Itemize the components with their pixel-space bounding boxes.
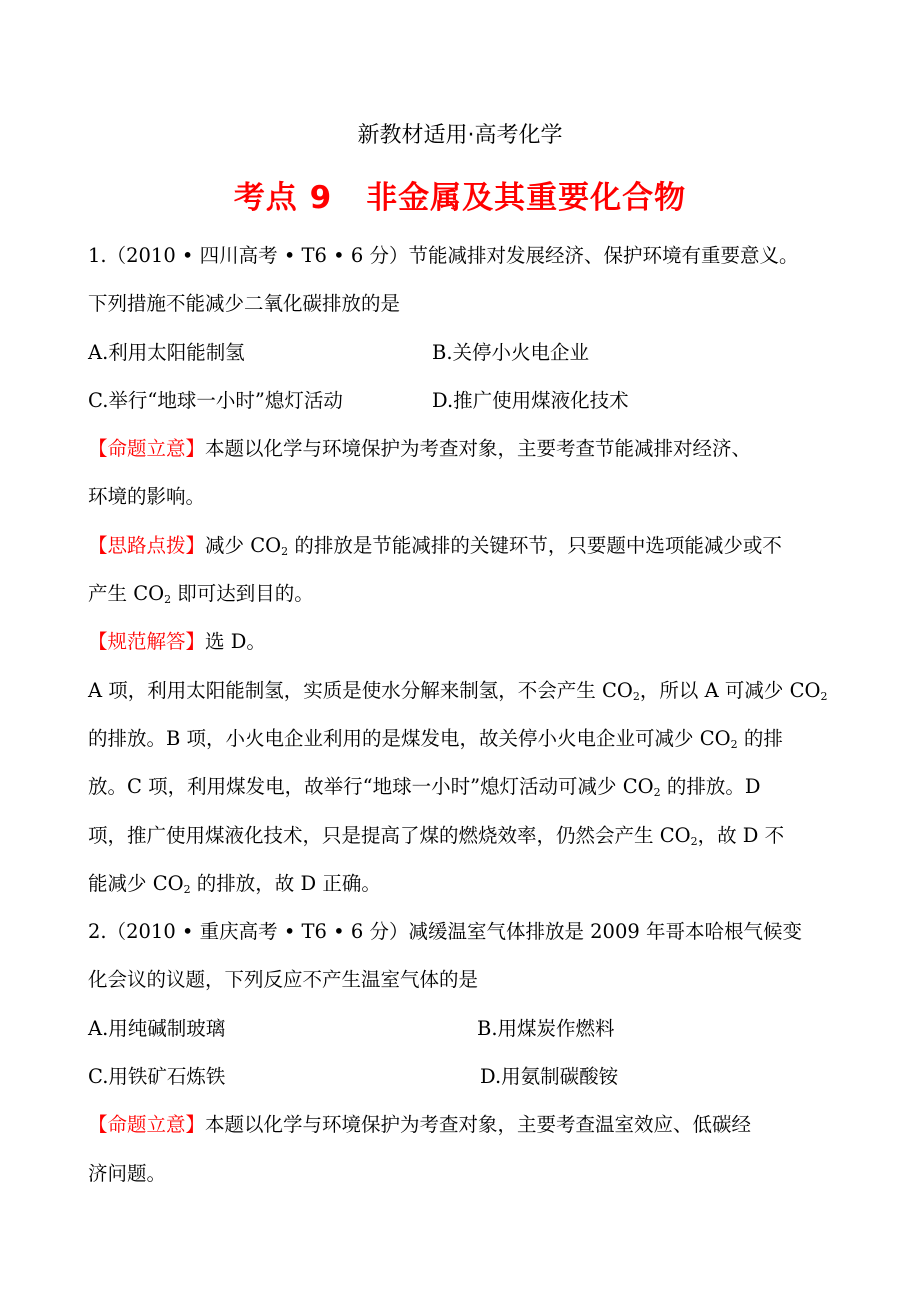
text-line: [88, 477, 838, 525]
text-line: [88, 671, 838, 719]
text-segment: 本题以化学与环境保护为考查对象，主要考查温室效应、低碳经: [205, 1113, 752, 1137]
option-row: [88, 333, 838, 381]
option-row: [88, 1057, 838, 1105]
text-line: [88, 960, 838, 1008]
text-segment: 化会议的议题，下列反应不产生温室气体的是: [88, 968, 479, 992]
text-line: [88, 622, 838, 670]
heading-number: 考点 9: [233, 180, 333, 216]
text-line: [88, 526, 838, 574]
text-segment: 能减少 CO: [88, 871, 184, 895]
section-label: 【命题立意】: [88, 437, 206, 461]
text-segment: 产生 CO: [88, 582, 165, 606]
section-heading: [0, 172, 920, 217]
text-segment: 济问题。: [88, 1161, 167, 1185]
subscript: 2: [183, 882, 191, 896]
subscript: 2: [690, 834, 698, 848]
text-line: [88, 864, 838, 912]
text-line: [88, 236, 838, 284]
subscript: 2: [820, 689, 828, 703]
text-segment: ，所以 A 可减少 CO: [639, 678, 821, 702]
section-label: 【命题立意】: [88, 1113, 206, 1137]
option-row: [88, 1009, 838, 1057]
answer-option: C.举行“地球一小时”熄灯活动: [88, 388, 343, 412]
text-line: [88, 1154, 838, 1202]
subscript: 2: [730, 737, 738, 751]
text-segment: 的排放。D: [660, 775, 761, 799]
text-segment: 即可达到目的。: [171, 582, 314, 606]
text-line: [88, 767, 838, 815]
text-segment: 放。C 项，利用煤发电，故举行“地球一小时”熄灯活动可减少 CO: [88, 775, 654, 799]
text-segment: 的排放，故 D 正确。: [190, 871, 381, 895]
text-segment: 的排: [737, 726, 783, 750]
text-segment: 本题以化学与环境保护为考查对象，主要考查节能减排对经济、: [205, 437, 752, 461]
text-segment: 项，推广使用煤液化技术，只是提高了煤的燃烧效率，仍然会产生 CO: [88, 823, 691, 847]
text-line: [88, 574, 838, 622]
text-segment: 选 D。: [205, 630, 266, 654]
text-segment: 的排放。B 项，小火电企业利用的是煤发电，故关停小火电企业可减少 CO: [88, 726, 731, 750]
answer-option: B.关停小火电企业: [432, 340, 590, 364]
answer-option: A.利用太阳能制氢: [88, 340, 245, 364]
subscript: 2: [653, 786, 661, 800]
section-label: 【规范解答】: [88, 630, 206, 654]
text-segment: 1.（2010 • 四川高考 • T6 • 6 分）节能减排对发展经济、保护环境有重要意义。: [88, 244, 799, 267]
text-line: [88, 912, 838, 960]
text-line: [88, 284, 838, 332]
text-segment: 环境的影响。: [88, 485, 206, 509]
option-row: [88, 381, 838, 429]
text-line: [88, 816, 838, 864]
text-segment: ，故 D 不: [697, 823, 785, 847]
text-segment: 2.（2010 • 重庆高考 • T6 • 6 分）减缓温室气体排放是 2009 年哥本哈根气候变: [88, 920, 802, 944]
answer-option: A.用纯碱制玻璃: [88, 1016, 226, 1040]
answer-option: D.推广使用煤液化技术: [432, 388, 629, 412]
text-segment: A 项，利用太阳能制氢，实质是使水分解来制氢，不会产生 CO: [88, 678, 633, 702]
document-title: 新教材适用·高考化学: [357, 123, 563, 148]
subscript: 2: [632, 689, 640, 703]
subscript: 2: [281, 544, 289, 558]
document-body: [88, 236, 838, 1202]
text-line: [88, 1105, 838, 1153]
text-line: [88, 719, 838, 767]
answer-option: B.用煤炭作燃料: [477, 1016, 615, 1040]
text-segment: 的排放是节能减排的关键环节，只要题中选项能减少或不: [288, 533, 782, 557]
text-segment: 减少 CO: [205, 533, 282, 557]
answer-option: C.用铁矿石炼铁: [88, 1065, 226, 1089]
text-segment: 下列措施不能减少二氧化碳排放的是: [88, 292, 401, 316]
section-label: 【思路点拨】: [88, 533, 206, 557]
answer-option: D.用氨制碳酸铵: [480, 1065, 619, 1089]
text-line: [88, 429, 838, 477]
subscript: 2: [164, 593, 172, 607]
heading-text: 非金属及其重要化合物: [366, 180, 687, 216]
